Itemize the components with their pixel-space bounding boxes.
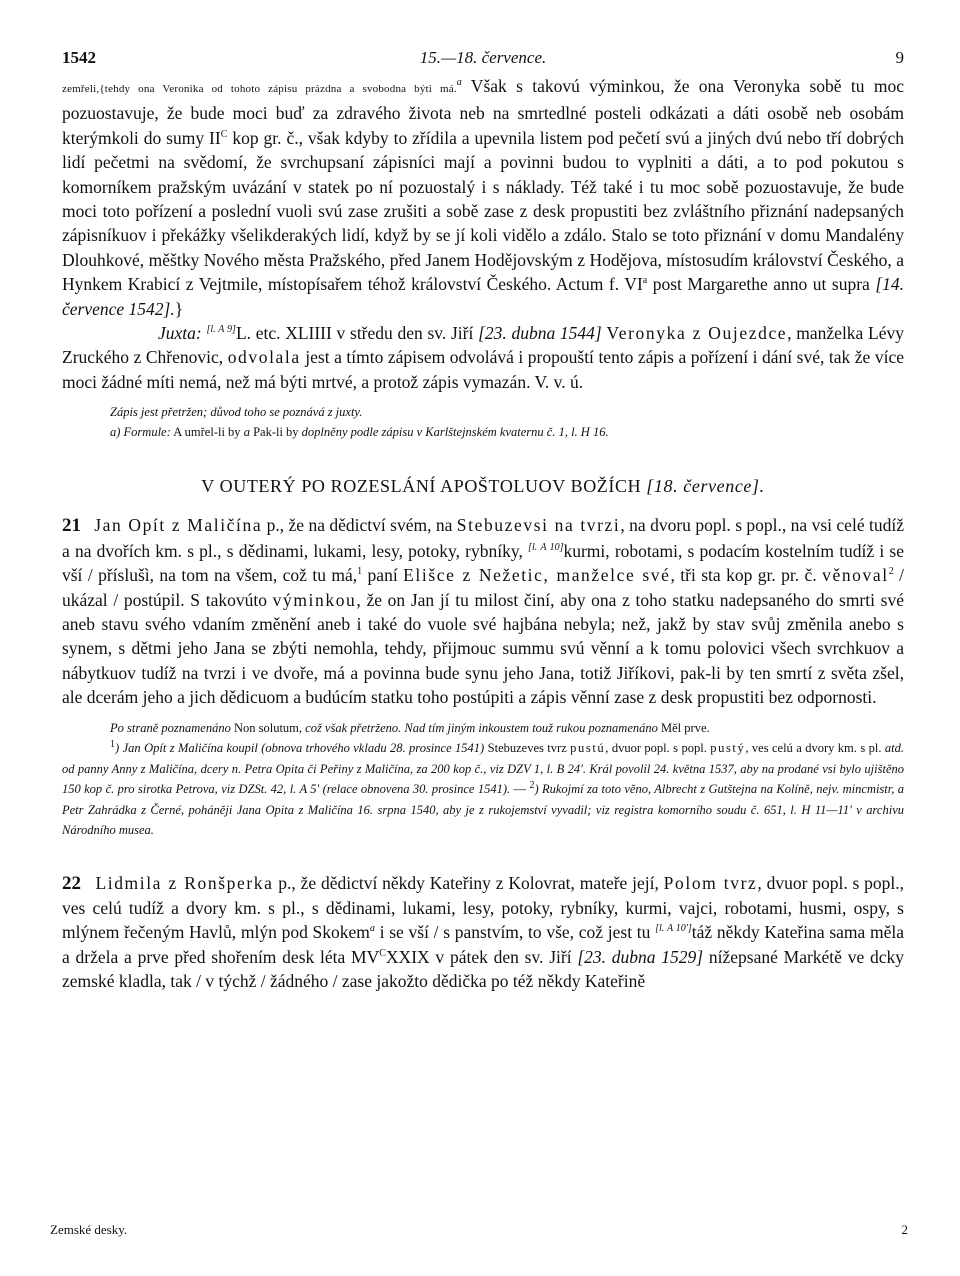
- document-page: [62, 42, 904, 994]
- printer-signature: Zemské desky.: [50, 1222, 128, 1237]
- entry-21: [62, 513, 904, 709]
- section-heading: V OUTERÝ PO ROZESLÁNÍ APOŠTOLUOV BOŽÍCH [18. července].: [201, 476, 765, 497]
- paragraph-juxta: Juxta: [l. A 9]L. etc. XLIIII v středu den sv. Jiří [23. dubna 1544] Veronyka z Oujezdce, manželka Lévy Zruckého z Chřenovic, odvolala jest a tímto zápisem odvolává i propouští tento zápis a pořízení i dání své, tak že více moci žádné míti nemá, než má býti mrtvé, a protož zápis vymazán. V. v. ú.: [62, 323, 904, 392]
- editor-note: Zápis jest přetržen; důvod toho se poznává z juxty.: [110, 405, 363, 420]
- footnote-a: a) Formule: A umřel-li by a Pak-li by doplněny podle zápisu v Karlštejnském kvaternu č. 1, l. H 16.: [110, 425, 609, 440]
- running-header: [62, 42, 904, 74]
- entry-number: 22: [62, 872, 81, 894]
- margin-note: Po straně poznamenáno Non solutum, což však přetrženo. Nad tím jiným inkoustem touž rukou poznamenáno Měl prve.: [110, 720, 710, 735]
- entry-21-notes: [62, 718, 904, 841]
- footnote-1: $^1$) Jan Opít z Maličína koupil (obnova trhového vkladu 28. prosince 1541) Stebuzeves tvrz pustú, dvuor popl. s popl. pustý, ves celú a dvory km. s pl. atd. od panny Anny z Maličína, dcery n. Petra Opita či Peřiny z Maličína, za 200 kop č., viz DZV 1, l. B 24'. Král povolil 24. května 1537, aby na prodané vsi bylo ujištěno 150 kop č. pro sirotka Petrova, viz DZSt. 42, l. A 5' (relace obnovena 30. prosince 1541). — $^2$) Rukojmí za toto věno, Albrecht z Gutštejna na Kolíně, nejv. mincmistr, a Petr Zahrádka z Černé, poháněji Jana Opita z Maličína 16. srpna 1540, aby je z rukojemství vyvadil; viz registra komorního soudu č. 651, l. H 11—11' v archivu Národního musea.: [62, 738, 904, 838]
- header-page-number: 9: [895, 48, 904, 67]
- entry-number: 21: [62, 515, 81, 537]
- entry-22: [62, 871, 904, 994]
- header-date: 15.—18. července.: [419, 48, 547, 67]
- entry-22-text: 22 Lidmila z Ronšperka p., že dědictví někdy Kateřiny z Kolovrat, mateře její, Polom tvrz, dvuor popl. s popl., ves celú tudíž a dvory km. s pl., s dědinami, lukami, lesy, potoky, rybníky, kurmi, vajci, robotami, husmi, ospy, s mlýnem řečeným Havlů, mlýn pod Skokem$^a$ i se vší / s panstvím, to vše, což jest tu [l. A 10']táž někdy Kateřina sama měla a držela a prve před shořením desk léta $MV^CXXIX$ v pátek den sv. Jiří [23. dubna 1529] nížepsané Markétě ve dcky zemské kladla, tak / v týchž / žádného / zase jakožto dědička po též někdy Kateřině: [62, 872, 905, 992]
- sheet-number: 2: [901, 1222, 908, 1237]
- header-year: 1542: [62, 48, 96, 67]
- entry-21-text: 21 Jan Opít z Maličína p., že na dědictví svém, na Stebuzevsi na tvrzi, na dvoru popl. s popl., na vsi celé tudíž a na dvořích km. s pl., s dědinami, lukami, lesy, potoky, rybníky, [l. A 10]kurmi, robotami, s podacím kostelním tudíž i se vší / příslušì, na tom na všem, což tu má,$^1$ paní Elišce z Nežetic, manželce své, tři sta kop gr. pr. č. věnoval$^2$ / ukázal / postúpil. S takovúto výminkou, že on Jan jí tu milost činí, aby ona z toho statku nadepsaného do smrti své aneb stavu svého vdaním změnění aneb i také do vuole své hajbána nebyla; než, jakž by stav svůj změnila anebo s synem, s dětmi jeho Jana se zbýti nemohla, tehdy, přijmouc summu svú věnní a k tomu polovici všech svrchkuov a nábytkuov tudíž na tvrzi i ve dvoře, má a povinna bude synu jeho Jana, totiž Jiříkovi, pak-li by ten smrtí z světa zšel, ale dcerám jeho a jich dědicuom a budúcím statku toho postúpiti a zápis věnní zase z desk propustiti bez odpornosti.: [62, 515, 904, 708]
- notes-block: [62, 402, 904, 442]
- paragraph-will-record: zemřeli,{tehdy ona Veronika od tohoto zápisu prázdna a svobodna býti má.$^a$ Však s takovú výminkou, že ona Veronyka sobě tu moc pozuostavuje, že bude moci buď za zdravého života neb na smrtedlné posteli odkázati a dáti osobě neb osobám kterýmkoli do sumy $II^C$ kop gr. č., však kdyby to zřídila a upevnila listem pod pečetí svú a jiných dvú nebo tří dobrých lidí pečetmi na svědomí, že svrchupsaní zápisníci mají a povinni budou to vyplniti a dáti, a to pod pokutou s komorníkem pražským uvázání v statek po ní pozuostalý i s náklady. Též také i tu moc sobě pozuostavuje, že bude moci toto pořízení a poslední vuoli svú zase zrušiti a sobě zase z desk propustiti bez zvláštního přiznání nadepsaných zápisníkuov i překážky všelikderakých lidí, když by se jí koli vidělo a zdálo. Stalo se toto přiznání v domu Mandalény Dlouhkové, měštky Nového města Pražského, před Janem Hodějovským z Hodějova, místosudím království Českého, a Hynkem Krabicí z Vejtmile, místopísařem téhož království Českého. Actum f. $VI^a$ post Margarethe anno ut supra [14. července 1542].}: [62, 76, 905, 319]
- main-text: [62, 74, 904, 394]
